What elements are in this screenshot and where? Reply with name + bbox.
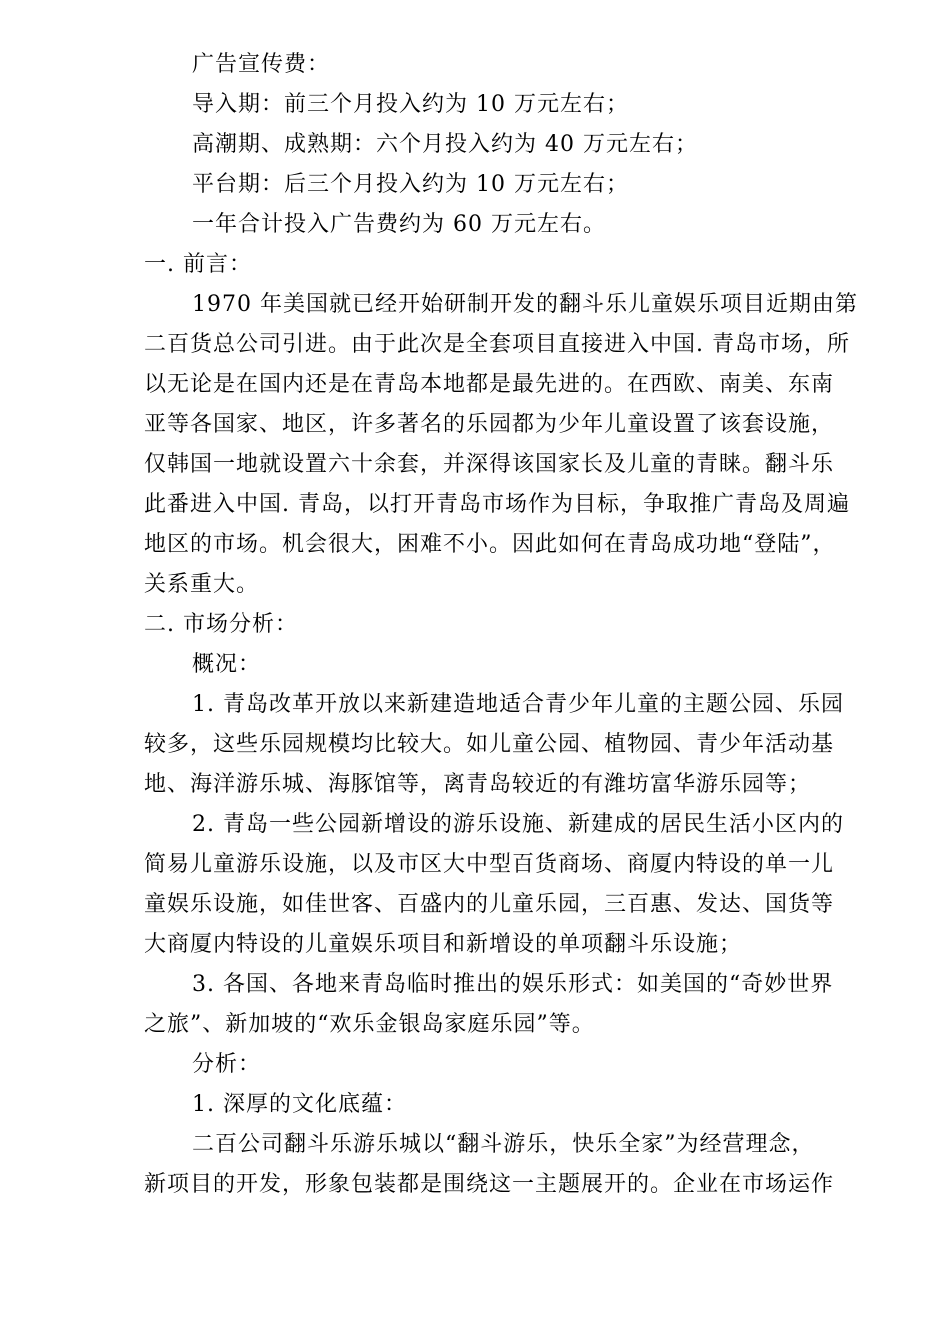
paragraph-line: 简易儿童游乐设施，以及市区大中型百货商场、商厦内特设的单一儿 [144, 852, 835, 877]
paragraph-line: 1. 青岛改革开放以来新建造地适合青少年儿童的主题公园、乐园 [192, 692, 844, 717]
paragraph-line: 以无论是在国内还是在青岛本地都是最先进的。在西欧、南美、东南 [144, 372, 835, 397]
paragraph-line: 童娱乐设施，如佳世客、百盛内的儿童乐园，三百惠、发达、国货等 [144, 892, 835, 917]
paragraph-line: 亚等各国家、地区，许多著名的乐园都为少年儿童设置了该套设施， [144, 412, 835, 437]
paragraph-line: 二百公司翻斗乐游乐城以“翻斗游乐，快乐全家”为经营理念， [192, 1132, 815, 1157]
paragraph-line: 1970 年美国就已经开始研制开发的翻斗乐儿童娱乐项目近期由第 [192, 292, 858, 317]
text-line-annual-total: 一年合计投入广告费约为 60 万元左右。 [192, 212, 606, 237]
subheading-culture: 1. 深厚的文化底蕴： [192, 1092, 407, 1117]
paragraph-line: 大商厦内特设的儿童娱乐项目和新增设的单项翻斗乐设施； [144, 932, 743, 957]
subheading-overview: 概况： [192, 652, 262, 677]
paragraph-line: 地区的市场。机会很大，困难不小。因此如何在青岛成功地“登陆”， [144, 532, 836, 557]
paragraph-line: 地、海洋游乐城、海豚馆等，离青岛较近的有潍坊富华游乐园等； [144, 772, 812, 797]
text-line-intro-period: 导入期：前三个月投入约为 10 万元左右； [192, 92, 629, 117]
subheading-analysis: 分析： [192, 1052, 262, 1077]
paragraph-line: 关系重大。 [144, 572, 260, 597]
paragraph-line: 此番进入中国. 青岛，以打开青岛市场作为目标，争取推广青岛及周遍 [144, 492, 850, 517]
paragraph-line: 新项目的开发，形象包装都是围绕这一主题展开的。企业在市场运作 [144, 1172, 835, 1197]
paragraph-line: 仅韩国一地就设置六十余套，并深得该国家长及儿童的青睐。翻斗乐 [144, 452, 835, 477]
section-heading-preface: 一. 前言： [144, 252, 252, 277]
paragraph-line: 3. 各国、各地来青岛临时推出的娱乐形式：如美国的“奇妙世界 [192, 972, 834, 997]
paragraph-line: 2. 青岛一些公园新增设的游乐设施、新建成的居民生活小区内的 [192, 812, 844, 837]
paragraph-line: 之旅”、新加坡的“欢乐金银岛家庭乐园”等。 [144, 1012, 595, 1037]
text-line-peak-period: 高潮期、成熟期：六个月投入约为 40 万元左右； [192, 132, 698, 157]
text-line-plateau-period: 平台期：后三个月投入约为 10 万元左右； [192, 172, 629, 197]
section-heading-market-analysis: 二. 市场分析： [144, 612, 298, 637]
text-line-ad-cost-heading: 广告宣传费： [192, 52, 331, 77]
paragraph-line: 较多，这些乐园规模均比较大。如儿童公园、植物园、青少年活动基 [144, 732, 835, 757]
paragraph-line: 二百货总公司引进。由于此次是全套项目直接进入中国. 青岛市场，所 [144, 332, 850, 357]
